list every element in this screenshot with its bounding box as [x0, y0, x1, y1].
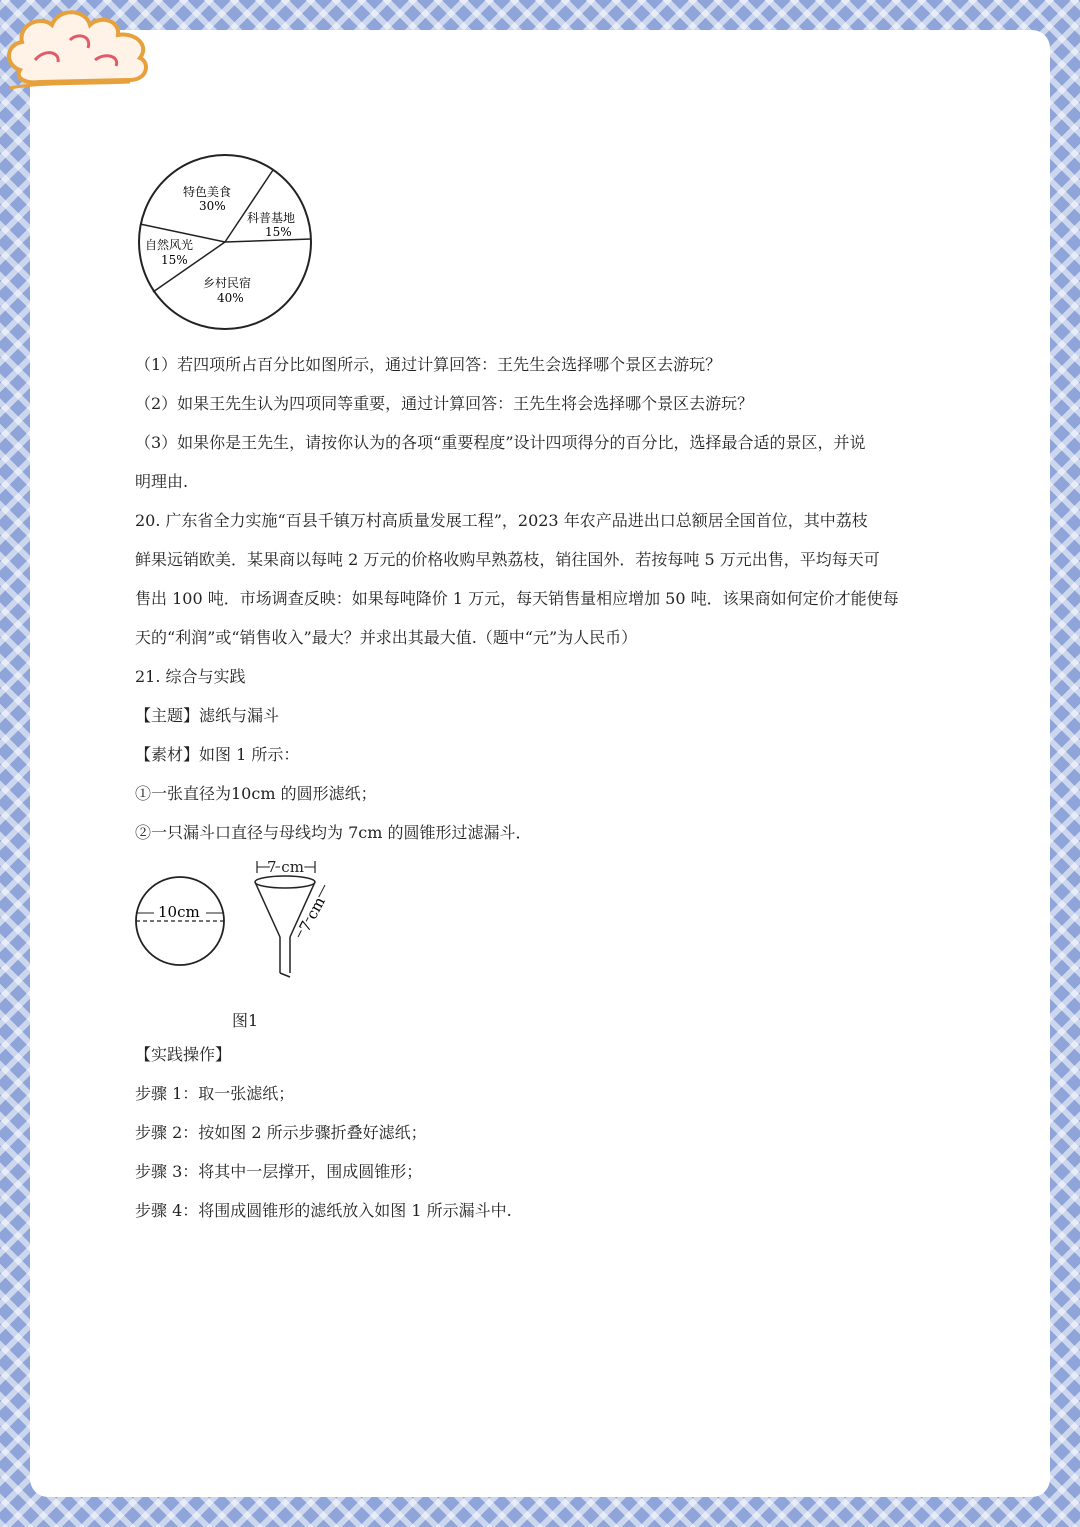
q21-step-1: 步骤 1：取一张滤纸；	[135, 1084, 295, 1103]
circle-diameter-label: 10cm	[158, 903, 200, 921]
pie-value-nature: 15%	[161, 253, 188, 267]
q20-line1: 20. 广东省全力实施“百县千镇万村高质量发展工程”，2023 年农产品进出口总额居全国首位，其中荔枝	[135, 511, 868, 530]
q21-material-2: ②一只漏斗口直径与母线均为 7cm 的圆锥形过滤漏斗．	[135, 823, 532, 842]
pie-label-nature: 自然风光	[145, 238, 194, 252]
q19-part3: （3）如果你是王先生，请按你认为的各项“重要程度”设计四项得分的百分比，选择最合适的景区，并说	[135, 433, 866, 452]
q21-title: 21. 综合与实践	[135, 667, 246, 686]
q21-material-1: ①一张直径为10cm 的圆形滤纸；	[135, 784, 377, 803]
q21-theme: 【主题】滤纸与漏斗	[135, 706, 280, 725]
funnel-side-label: 7 cm	[295, 893, 329, 935]
pie-value-science: 15%	[265, 225, 292, 239]
pie-label-science: 科普基地	[247, 211, 296, 225]
q19-part2: （2）如果王先生认为四项同等重要，通过计算回答：王先生将会选择哪个景区去游玩？	[135, 394, 754, 413]
funnel-rim	[255, 876, 315, 888]
q19-part1: （1）若四项所占百分比如图所示，通过计算回答：王先生会选择哪个景区去游玩？	[135, 355, 722, 374]
cloud-ornament-icon	[0, 0, 160, 110]
q21-step-2: 步骤 2：按如图 2 所示步骤折叠好滤纸；	[135, 1123, 427, 1142]
q21-material: 【素材】如图 1 所示：	[135, 745, 300, 764]
pie-divider-2	[225, 239, 311, 242]
pie-chart	[135, 152, 315, 334]
figure-1	[130, 855, 350, 985]
q21-practice-heading: 【实践操作】	[135, 1045, 232, 1064]
funnel-top-label: 7 cm	[267, 858, 304, 876]
q21-step-4: 步骤 4：将围成圆锥形的滤纸放入如图 1 所示漏斗中.	[135, 1201, 512, 1220]
pie-label-food: 特色美食	[183, 185, 232, 199]
pie-value-homestay: 40%	[217, 291, 244, 305]
q20-line2: 鲜果远销欧美．某果商以每吨 2 万元的价格收购早熟荔枝，销往国外．若按每吨 5 万元出售，平均每天可	[135, 550, 880, 569]
q21-step-3: 步骤 3：将其中一层撑开，围成圆锥形；	[135, 1162, 423, 1181]
q20-line4: 天的“利润”或“销售收入”最大？并求出其最大值.（题中“元”为人民币）	[135, 628, 638, 647]
q19-part3-cont: 明理由.	[135, 472, 189, 491]
figure-1-caption: 图1	[232, 1011, 259, 1030]
pie-label-homestay: 乡村民宿	[203, 276, 252, 290]
pie-value-food: 30%	[199, 199, 226, 213]
q20-line3: 售出 100 吨．市场调查反映：如果每吨降价 1 万元，每天销售量相应增加 50 吨．该果商如何定价才能使每	[135, 589, 899, 608]
